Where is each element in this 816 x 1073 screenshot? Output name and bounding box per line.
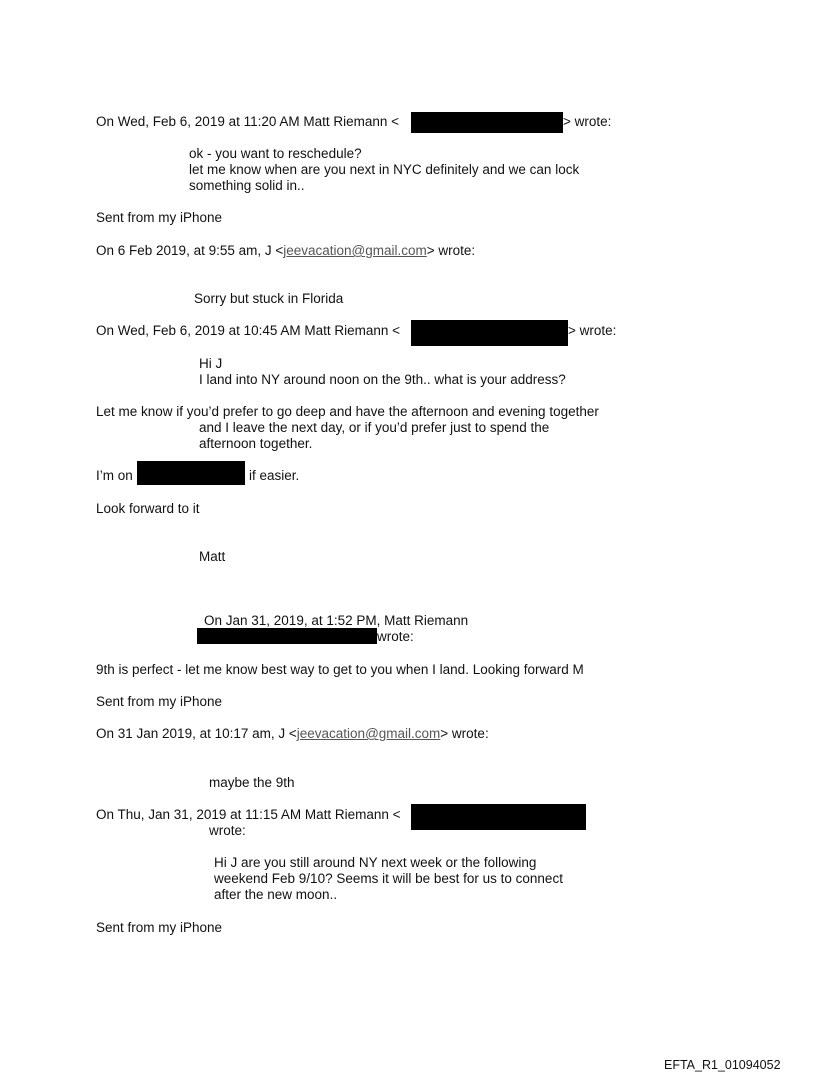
- redaction-box: [411, 320, 568, 346]
- message-4: 9th is perfect - let me know best way to get to you when I land. Looking forward M: [96, 662, 584, 677]
- header-5-end: > wrote:: [440, 726, 489, 741]
- message-3b-line-2: and I leave the next day, or if you’d prefer just to spend the: [199, 420, 550, 435]
- message-1-line-1: ok - you want to reschedule?: [189, 146, 362, 161]
- message-3-line-1: Hi J: [199, 356, 223, 371]
- message-3b-line-1: Let me know if you’d prefer to go deep and have the afternoon and evening together: [96, 404, 599, 419]
- email-link[interactable]: jeevacation@gmail.com: [296, 726, 441, 741]
- bates-number: EFTA_R1_01094052: [664, 1058, 781, 1072]
- header-3: On Wed, Feb 6, 2019 at 10:45 AM Matt Riemann <: [96, 323, 401, 338]
- message-6-line-2: weekend Feb 9/10? Seems it will be best for us to connect: [214, 871, 563, 886]
- message-1-line-2: let me know when are you next in NYC definitely and we can lock: [189, 162, 580, 177]
- header-2-end: > wrote:: [426, 243, 476, 258]
- message-6-line-3: after the new moon..: [214, 887, 338, 902]
- header-4-line-1: On Jan 31, 2019, at 1:52 PM, Matt Riemann: [204, 613, 469, 628]
- redaction-box: [197, 628, 377, 644]
- header-5-text: On 31 Jan 2019, at 10:17 am, J <: [96, 726, 297, 741]
- message-6-line-1: Hi J are you still around NY next week or the following: [214, 855, 537, 870]
- header-6-line-2: wrote:: [209, 823, 246, 838]
- sent-from-3: Sent from my iPhone: [96, 920, 223, 935]
- header-2-text: On 6 Feb 2019, at 9:55 am, J <: [96, 243, 284, 258]
- header-5: [96, 726, 489, 742]
- header-2: [96, 243, 475, 259]
- redaction-box: [137, 461, 245, 485]
- header-1: [96, 114, 399, 130]
- redaction-box: [411, 804, 586, 830]
- sent-from-2: Sent from my iPhone: [96, 694, 223, 709]
- email-link[interactable]: jeevacation@gmail.com: [283, 243, 427, 258]
- message-3b-line-3: afternoon together.: [199, 436, 313, 451]
- redaction-box: [411, 112, 563, 133]
- message-2: Sorry but stuck in Florida: [194, 291, 344, 306]
- header-1-text: On Wed, Feb 6, 2019 at 11:20 AM Matt Riemann <: [96, 114, 400, 129]
- header-6-line-1: On Thu, Jan 31, 2019 at 11:15 AM Matt Riemann <: [96, 807, 401, 822]
- header-3-end: > wrote:: [568, 323, 617, 338]
- message-3c-start: I’m on: [96, 468, 133, 483]
- message-5: maybe the 9th: [209, 775, 295, 790]
- message-3d: Look forward to it: [96, 501, 200, 516]
- sent-from-1: Sent from my iPhone: [96, 210, 223, 225]
- message-3c-end: if easier.: [249, 468, 300, 483]
- message-3-line-2: I land into NY around noon on the 9th.. what is your address?: [199, 372, 566, 387]
- signature: Matt: [199, 549, 226, 564]
- message-1-line-3: something solid in..: [189, 178, 305, 193]
- header-1-end: > wrote:: [563, 114, 612, 129]
- header-4-line-2: wrote:: [377, 629, 414, 644]
